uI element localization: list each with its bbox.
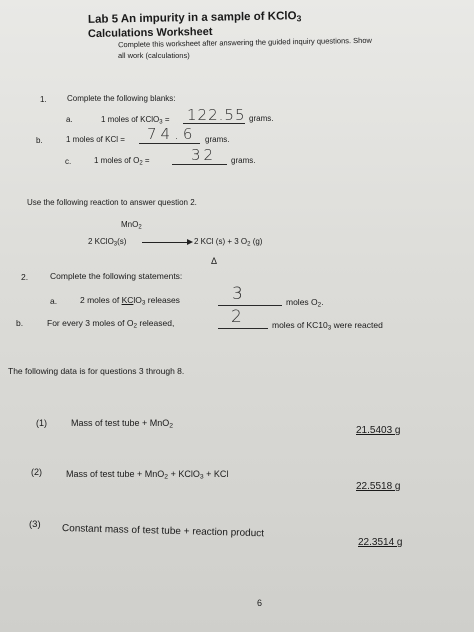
q2a-subscript: 3 bbox=[141, 299, 146, 307]
reaction-products bbox=[194, 237, 262, 248]
q2b-text-main: For every 3 moles of O bbox=[47, 318, 134, 328]
catalyst-text: MnO bbox=[121, 220, 139, 229]
q2b-text-post: released, bbox=[137, 318, 175, 328]
q2a-text bbox=[80, 295, 180, 307]
instructions-line-1: Complete this worksheet after answering the guided inquiry questions. Show bbox=[117, 35, 372, 50]
q2b-letter: b. bbox=[16, 318, 24, 328]
q1b-text: 1 moles of KCl = bbox=[66, 135, 125, 144]
q1c-answer: 32 bbox=[191, 146, 217, 164]
q2a-blank-line bbox=[218, 305, 282, 306]
worksheet-title bbox=[88, 10, 302, 27]
reaction-arrow-head bbox=[187, 239, 193, 245]
q1c-unit: grams. bbox=[231, 156, 256, 165]
products-subscript: 2 bbox=[247, 241, 251, 248]
catalyst-subscript: 2 bbox=[138, 224, 142, 231]
data-row-1-value: 21.5403 g bbox=[356, 425, 401, 436]
data-row-2-label-post: + KCl bbox=[203, 469, 229, 479]
instructions-line-2: all work (calculations) bbox=[118, 51, 190, 60]
q2b-subscript: 2 bbox=[133, 322, 137, 330]
reaction-reactant bbox=[88, 237, 126, 248]
q2b-blank-line bbox=[218, 328, 268, 329]
page-number: 6 bbox=[257, 598, 263, 608]
data-row-2-label-mid: + KClO bbox=[168, 469, 200, 479]
q2-prompt: Complete the following statements: bbox=[50, 271, 183, 281]
q1a-letter: a. bbox=[66, 115, 73, 124]
q2a-text-mid: lO bbox=[133, 295, 142, 305]
q1c-letter: c. bbox=[65, 157, 72, 166]
title-subscript: 3 bbox=[296, 13, 302, 24]
q1b-blank-line bbox=[139, 143, 200, 144]
q1a-subscript: 3 bbox=[159, 119, 163, 126]
data-row-1-label-text: Mass of test tube + MnO bbox=[71, 418, 170, 428]
q1b-answer: 74.6 bbox=[147, 125, 197, 143]
q2b-text bbox=[47, 318, 174, 330]
data-row-2-label-text: Mass of test tube + MnO bbox=[66, 469, 165, 479]
q1c-text bbox=[94, 156, 150, 167]
data-row-3-label: Constant mass of test tube + reaction product bbox=[61, 523, 265, 540]
q1c-equals: = bbox=[142, 156, 150, 165]
q1b-letter: b. bbox=[36, 136, 43, 145]
data-row-2-label bbox=[66, 469, 228, 481]
reactant-subscript: 3 bbox=[113, 241, 118, 248]
q2b-unit-text: moles of KC10 bbox=[272, 320, 328, 330]
q1-number: 1. bbox=[40, 95, 47, 104]
q2a-underlined-text: KC bbox=[121, 295, 134, 305]
q1a-text bbox=[101, 115, 170, 126]
reaction-catalyst bbox=[121, 220, 142, 231]
q1a-blank-line bbox=[183, 123, 245, 124]
products-state: (g) bbox=[250, 237, 263, 246]
data-row-1-label-subscript: 2 bbox=[169, 422, 174, 430]
q2a-text-main: 2 moles of bbox=[80, 295, 122, 305]
reactant-state: (s) bbox=[117, 237, 127, 246]
reaction-arrow-line bbox=[142, 242, 188, 243]
q2-number: 2. bbox=[21, 272, 29, 282]
heat-symbol: Δ bbox=[211, 256, 218, 266]
q2a-letter: a. bbox=[50, 296, 58, 306]
q1-prompt: Complete the following blanks: bbox=[67, 94, 176, 103]
q2a-unit-subscript: 2 bbox=[317, 301, 322, 309]
q1b-unit: grams. bbox=[205, 135, 230, 144]
data-row-3-value: 22.3514 g bbox=[358, 537, 403, 548]
q2a-unit-period: . bbox=[321, 297, 324, 307]
title-text: Lab 5 An impurity in a sample of KClO bbox=[87, 10, 297, 26]
data-row-3-number: (3) bbox=[29, 519, 41, 530]
data-row-2-value: 22.5518 g bbox=[356, 481, 401, 492]
data-row-1-label bbox=[71, 418, 173, 430]
q2b-unit-subscript: 3 bbox=[327, 324, 332, 332]
q1c-subscript: 2 bbox=[139, 160, 143, 167]
q2a-unit bbox=[286, 297, 324, 309]
q2b-unit-post: were reacted bbox=[331, 320, 383, 330]
q2b-unit bbox=[272, 320, 383, 332]
data-row-2-label-subscript: 2 bbox=[164, 473, 169, 481]
data-row-2-number: (2) bbox=[31, 467, 42, 477]
q1a-text-main: 1 moles of KClO bbox=[101, 115, 160, 124]
q1a-unit: grams. bbox=[249, 114, 274, 123]
data-row-1-number: (1) bbox=[36, 418, 47, 428]
worksheet-subtitle: Calculations Worksheet bbox=[87, 25, 213, 41]
q2a-answer: 3 bbox=[232, 284, 244, 304]
data-row-2-label-subscript-2: 3 bbox=[199, 473, 204, 481]
q1c-blank-line bbox=[172, 164, 227, 165]
products-text: 2 KCl (s) + 3 O bbox=[194, 237, 248, 246]
data-intro: The following data is for questions 3 through 8. bbox=[8, 366, 185, 376]
q2a-unit-text: moles O bbox=[286, 297, 318, 307]
reactant-text: 2 KClO bbox=[88, 237, 114, 246]
reaction-intro: Use the following reaction to answer question 2. bbox=[27, 198, 197, 207]
q1a-equals: = bbox=[162, 115, 170, 124]
q2b-answer: 2 bbox=[231, 307, 243, 327]
q2a-text-post: releases bbox=[145, 295, 180, 305]
q1c-text-main: 1 moles of O bbox=[94, 156, 140, 165]
q1a-answer: 122.55 bbox=[187, 106, 246, 124]
